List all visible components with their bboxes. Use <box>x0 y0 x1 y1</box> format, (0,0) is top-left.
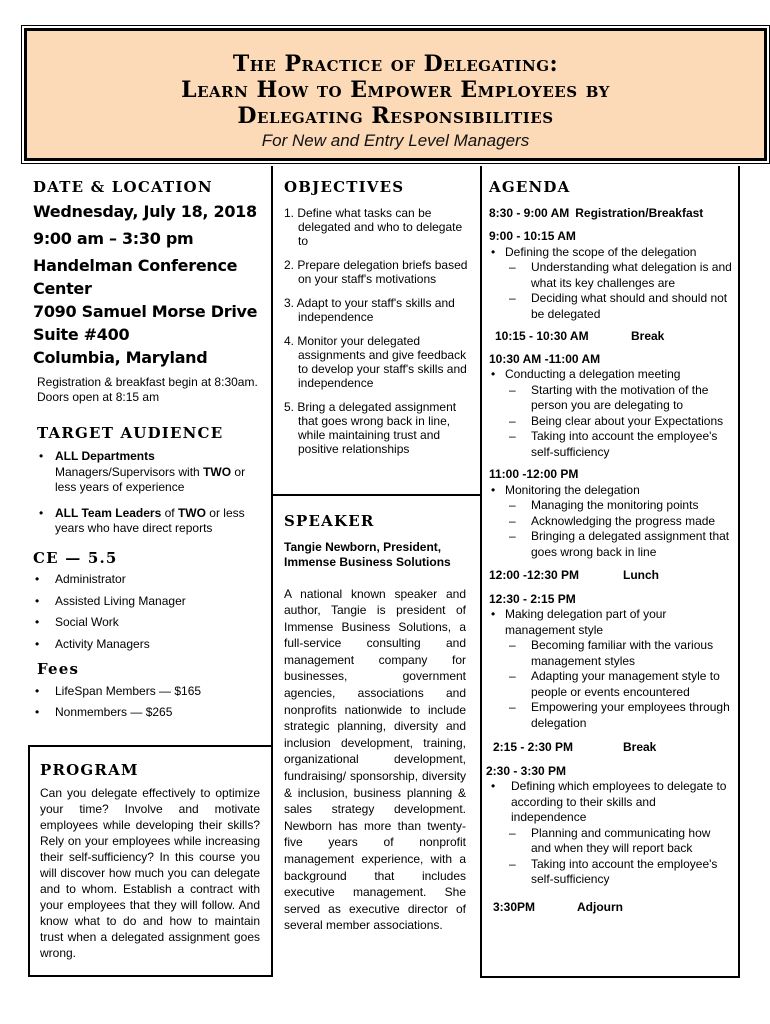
agenda-slot: 2:15 - 2:30 PM Break <box>493 740 657 754</box>
list-item: • Nonmembers — $265 <box>33 705 269 721</box>
title-line-1: The Practice of Delegating: <box>232 51 559 77</box>
agenda-heading: AGENDA <box>489 178 571 196</box>
venue-name: Handelman Conference Center <box>33 255 238 298</box>
objective-item: 3. Adapt to your staff's skills and independence <box>284 295 455 324</box>
venue-street: 7090 Samuel Morse Drive <box>33 301 258 321</box>
target-audience-heading: TARGET AUDIENCE <box>37 423 224 442</box>
agenda-slot: 12:00 -12:30 PM Lunch <box>489 568 659 582</box>
list-item: – Managing the monitoring points <box>489 498 733 514</box>
list-item: – Being clear about your Expectations <box>489 414 733 430</box>
speaker-heading: SPEAKER <box>284 512 375 530</box>
agenda-items <box>489 483 733 561</box>
list-item: • ALL Team Leaders of TWO or less years who have direct reports <box>37 506 269 537</box>
agenda-items <box>489 607 733 731</box>
event-date: Wednesday, July 18, 2018 <box>33 201 257 221</box>
agenda-items <box>489 245 733 323</box>
list-item: – Empowering your employees through delegation <box>489 700 733 731</box>
target-audience-list <box>33 449 269 537</box>
list-item: • ALL Departments Managers/Supervisors with TWO or less years of experience <box>37 449 269 496</box>
speaker-name: Tangie Newborn, President, Immense Business Solutions <box>284 539 451 569</box>
list-item: • Activity Managers <box>33 637 269 653</box>
list-item: – Bringing a delegated assignment that goes wrong back in line <box>489 529 733 560</box>
list-item: • Defining the scope of the delegation <box>489 245 733 261</box>
ce-heading: CE — 5.5 <box>33 548 118 567</box>
event-time: 9:00 am – 3:30 pm <box>33 228 194 248</box>
left-column <box>33 180 269 727</box>
ce-list <box>33 572 269 652</box>
objective-item: 2. Prepare delegation briefs based on your staff's motivations <box>284 257 468 286</box>
agenda-section <box>486 178 733 915</box>
list-item: • Assisted Living Manager <box>33 594 269 610</box>
title-line-3: Delegating Responsibilities <box>237 103 554 129</box>
agenda-slot: 3:30PM Adjourn <box>493 899 623 914</box>
divider-left <box>271 166 273 746</box>
list-item: – Planning and communicating how and when they will report back <box>489 826 733 857</box>
fees-heading: Fees <box>37 660 80 678</box>
venue-city: Columbia, Maryland <box>33 347 208 367</box>
registration-note: Registration & breakfast begin at 8:30am. <box>37 374 258 389</box>
border-bottom-right <box>480 976 740 978</box>
agenda-slot: 10:15 - 10:30 AM Break <box>495 329 665 343</box>
list-item: – Deciding what should and should not be delegated <box>489 291 733 322</box>
list-item: – Starting with the motivation of the person you are delegating to <box>489 383 733 414</box>
list-item: • Making delegation part of your management style <box>489 607 733 638</box>
agenda-slot: 8:30 - 9:00 AM Registration/Breakfast <box>489 205 704 220</box>
divider-right <box>480 166 482 978</box>
list-item: – Becoming familiar with the various management styles <box>489 638 733 669</box>
list-item: – Acknowledging the progress made <box>489 514 733 530</box>
agenda-items <box>489 367 733 460</box>
list-item: – Adapting your management style to people or events encountered <box>489 669 733 700</box>
border-right <box>738 166 740 978</box>
list-item: • Social Work <box>33 615 269 631</box>
divider-speaker <box>271 494 481 496</box>
doors-note: Doors open at 8:15 am <box>37 390 160 404</box>
speaker-bio: A national known speaker and author, Tangie is president of Immense Business Solutions, a full-service consulting and management company for businesses, government agencies, associations and nonprofits nationwide to include strategic planning, diversity and inclusion development, training, organizational development, fundraising/ sponsorship, diversity & inclusion, business planning & sales strategy development. Newborn has more than twenty-five years of nonprofit management experience, with a background that includes executive management. She served as executive director of several member associations. <box>284 586 466 933</box>
program-text: Can you delegate effectively to optimize your time? Involve and motivate employees while developing their skills? Rely on your employees while increasing their self-sufficiency? In this course you will discover how much you can delegate and to whom. Establish a contract with your employees that they will follow. And know what to do and how to maintain trust when a delegated assignment goes wrong. <box>40 785 260 960</box>
agenda-items <box>489 779 733 888</box>
agenda-time: 10:30 AM -11:00 AM <box>489 351 601 366</box>
header-banner <box>24 28 767 161</box>
objective-item: 4. Monitor your delegated assignments and give feedback to develop your staff's skills and independence <box>284 333 467 390</box>
subtitle: For New and Entry Level Managers <box>261 131 530 150</box>
list-item: • Monitoring the delegation <box>489 483 733 499</box>
list-item: • Conducting a delegation meeting <box>489 367 733 383</box>
program-heading: PROGRAM <box>40 761 139 779</box>
list-item: • LifeSpan Members — $165 <box>33 684 269 700</box>
fees-list <box>33 684 269 721</box>
agenda-time: 2:30 - 3:30 PM <box>486 763 567 778</box>
list-item: • Administrator <box>33 572 269 588</box>
program-section <box>40 763 260 961</box>
venue-suite: Suite #400 <box>33 324 130 344</box>
list-item: – Taking into account the employee's self-sufficiency <box>489 429 733 460</box>
list-item: – Understanding what delegation is and what its key challenges are <box>489 260 733 291</box>
agenda-time: 12:30 - 2:15 PM <box>489 591 576 606</box>
date-location-heading: DATE & LOCATION <box>33 178 213 196</box>
list-item: • Defining which employees to delegate to according to their skills and independence <box>489 779 733 826</box>
agenda-time: 11:00 -12:00 PM <box>489 467 579 481</box>
speaker-section <box>284 514 466 934</box>
objective-item: 1. Define what tasks can be delegated and who to delegate to <box>284 205 463 248</box>
objectives-heading: OBJECTIVES <box>284 178 405 196</box>
objectives-section <box>284 180 470 466</box>
title-line-2: Learn How to Empower Employees by <box>181 77 610 103</box>
list-item: – Taking into account the employee's self-sufficiency <box>489 857 733 888</box>
agenda-time: 9:00 - 10:15 AM <box>489 229 576 243</box>
objective-item: 5. Bring a delegated assignment that goes wrong back in line, while maintaining trust and positive relationships <box>284 399 457 456</box>
